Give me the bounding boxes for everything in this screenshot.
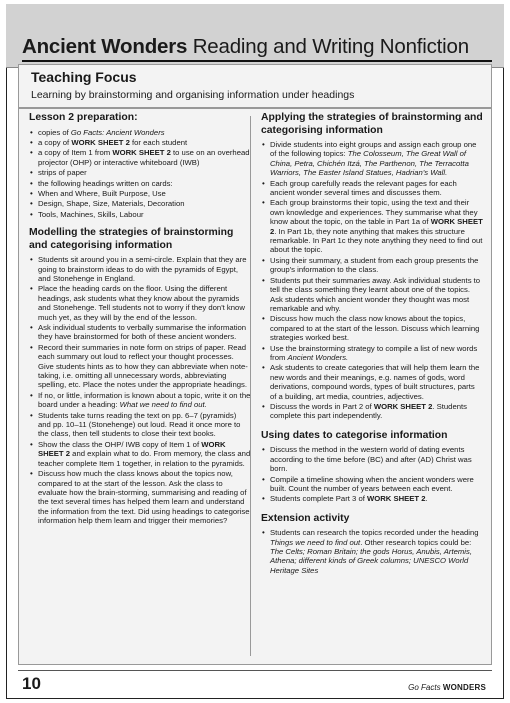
right-column <box>261 112 483 576</box>
item-text: Place the heading cards on the floor. Using the different headings, ask students what they know about the pyramids and Stonehenge. Tell students not to worry if they don't know much yet, as they will by the end of the lesson. <box>38 284 245 322</box>
list-item <box>29 323 251 342</box>
item-text: Ask individual students to verbally summarise the information they have brainstormed for both of these ancient wonders. <box>38 323 247 342</box>
item-text: When and Where, Built Purpose, Use <box>38 188 166 198</box>
item-text: Ask students to create categories that will help them learn the new words and their meanings, e.g. names of gods, word derivations, compound words, types of built structures, parts of a building, art media, countries, adjectives. <box>270 363 480 401</box>
dates-heading: Using dates to categorise information <box>261 429 448 441</box>
list-item <box>261 276 483 314</box>
item-text: . Other research topics could be: <box>360 537 472 547</box>
item-text: a copy of <box>38 137 72 147</box>
item-text: Students put their summaries away. Ask individual students to tell the class something they learnt about one of the topics. Ask students which ancient wonder they thought was most remarkable and why. <box>270 275 481 313</box>
list-item <box>261 528 483 575</box>
item-text: . Students complete this part independently. <box>270 401 467 421</box>
teaching-focus-heading: Teaching Focus <box>31 69 137 85</box>
list-item <box>29 189 251 198</box>
list-item <box>29 210 251 219</box>
item-text: Each group brainstorms their topic, using the text and their own knowledge and experiences. They summarise what they know about the topic, on the table in Part 1a of <box>270 198 478 227</box>
item-text: and explain what to do. From memory, the class and teacher complete Item 1 together, in relation to the pyramids. <box>38 449 251 468</box>
list-item <box>261 445 483 473</box>
item-text: Students take turns reading the text on pp. 6–7 (pyramids) and pp. 10–11 (Stonehenge) out loud. Read it once more to the class, then tell students to close their text books. <box>38 410 241 439</box>
emphasis-text: WORK SHEET 2 <box>38 439 226 459</box>
emphasis-text: The Celts; Roman Britain; the gods Horus, Anubis, Artemis, Athena; different kinds of Greek columns; UNESCO World Heritage Sites <box>270 547 472 575</box>
list-item <box>261 179 483 198</box>
item-text: . <box>425 494 428 504</box>
emphasis-text: Go Facts: Ancient Wonders <box>70 127 165 137</box>
item-text: If no, or little, information is known about a topic, write it on the board under a heading: <box>38 390 251 410</box>
item-text: Discuss the words in Part 2 of <box>270 401 374 411</box>
item-text: a copy of Item 1 from <box>38 148 113 158</box>
item-text: Show the class the OHP/ IWB copy of Item 1 of <box>38 439 202 449</box>
emphasis-text: The Colosseum, The Great Wall of China, Petra, Chichén Itzá, The Parthenon, The Terracotta Warriors, The Easter Island Statues, Hadrian's Wall. <box>270 149 469 178</box>
list-item <box>261 314 483 342</box>
list-item <box>261 494 483 503</box>
teaching-focus-subtitle: Learning by brainstorming and organising information under headings <box>31 89 355 101</box>
list-item <box>29 284 251 322</box>
list-item <box>29 411 251 439</box>
item-text: Students sit around you in a semi-circle. Explain that they are going to brainstorm ideas to do with the pyramids of Egypt, and Stonehenge in England. <box>38 255 247 283</box>
emphasis-text: WORK SHEET 2 <box>112 148 171 158</box>
left-column <box>29 112 251 527</box>
prep-list <box>29 128 251 220</box>
item-text: Each group carefully reads the relevant pages for each ancient wonder several times and discusses them. <box>270 178 457 198</box>
list-item <box>261 344 483 363</box>
list-item <box>261 402 483 421</box>
list-item <box>29 255 251 283</box>
list-item <box>29 391 251 410</box>
emphasis-text: WORK SHEET 2 <box>71 137 130 147</box>
item-text: Record their summaries in note form on strips of paper. Read each summary out loud to reflect your thought processes. Give students hints as to how they can abbreviate when note-taking, i.e. omitting all unnecessary words, abbreviating spelling, etc. Place the notes under the appropriate headings. <box>38 342 248 390</box>
emphasis-text: Things we need to find out <box>270 537 361 547</box>
list-item <box>29 168 251 177</box>
model-list <box>29 255 251 525</box>
extension-list <box>261 528 483 575</box>
list-item <box>261 198 483 254</box>
item-text: Students can research the topics recorded under the heading <box>270 528 479 538</box>
model-heading: Modelling the strategies of brainstorming and categorising information <box>29 227 234 251</box>
page-number: 10 <box>22 674 41 693</box>
list-item <box>261 363 483 401</box>
item-text: Tools, Machines, Skills, Labour <box>38 209 144 219</box>
list-item <box>29 199 251 208</box>
item-text: Design, Shape, Size, Materials, Decoration <box>38 199 185 209</box>
item-text: Students complete Part 3 of <box>270 494 368 504</box>
brand-name: WONDERS <box>442 683 486 692</box>
list-item <box>261 475 483 494</box>
item-text: Discuss the method in the western world of dating events according to the time before (BC) and after (AD) Christ was born. <box>270 445 472 474</box>
title-underline <box>22 60 492 62</box>
list-item <box>29 343 251 390</box>
item-text: Divide students into eight groups and assign each group one of the following topics: <box>270 140 477 159</box>
item-text: strips of paper <box>38 168 87 178</box>
list-item <box>29 128 251 137</box>
apply-heading: Applying the strategies of brainstorming and categorising information <box>261 112 483 136</box>
extension-heading: Extension activity <box>261 512 350 524</box>
item-text: Using their summary, a student from each group presents the group's information to the class. <box>270 255 479 275</box>
item-text: copies of <box>38 127 71 137</box>
item-text: for each student <box>129 137 188 147</box>
item-text: to use on an overhead projector (OHP) or interactive whiteboard (IWB) <box>38 148 250 167</box>
title-rest: Reading and Writing Nonfiction <box>187 35 469 58</box>
list-item <box>29 469 251 525</box>
item-text: . In Part 1b, they note anything that makes this structure remarkable. In Part 1c they note anything they need to find out about the topic. <box>270 226 483 255</box>
emphasis-text: WORK SHEET 2 <box>270 217 483 236</box>
prep-heading: Lesson 2 preparation: <box>29 112 138 123</box>
emphasis-text: What we need to find out. <box>119 400 207 410</box>
dates-list <box>261 445 483 503</box>
item-text: the following headings written on cards: <box>38 178 173 188</box>
list-item <box>261 256 483 275</box>
item-text: Discuss how much the class knows about the topics now, compared to at the start of the lesson. Ask the class to evaluate how the brain-storming, summarising and reading of the text several times has helped them learn and understand the information from the text. Did using headings to categorise information help them learn and trigger their memories? <box>38 469 250 526</box>
page-title <box>22 35 469 59</box>
emphasis-text: WORK SHEET 2 <box>367 494 426 504</box>
item-text: Discuss how much the class now knows about the topics, compared to at the start of the lesson. Discuss which learning strategies worked best. <box>270 314 480 343</box>
item-text: Use the brainstorming strategy to compile a list of new words from <box>270 343 478 362</box>
emphasis-text: Ancient Wonders. <box>287 352 349 362</box>
title-bold: Ancient Wonders <box>22 35 188 58</box>
item-text: Compile a timeline showing when the ancient wonders were built. Count the number of years between each event. <box>270 474 474 493</box>
emphasis-text: WORK SHEET 2 <box>373 401 433 411</box>
list-item <box>261 140 483 178</box>
list-item <box>29 440 251 468</box>
list-item <box>29 179 251 188</box>
list-item <box>29 148 251 167</box>
apply-list <box>261 140 483 421</box>
series-brand <box>408 683 486 692</box>
list-item <box>29 138 251 147</box>
footer-rule <box>18 670 492 671</box>
brand-prefix: Go Facts <box>408 683 441 692</box>
